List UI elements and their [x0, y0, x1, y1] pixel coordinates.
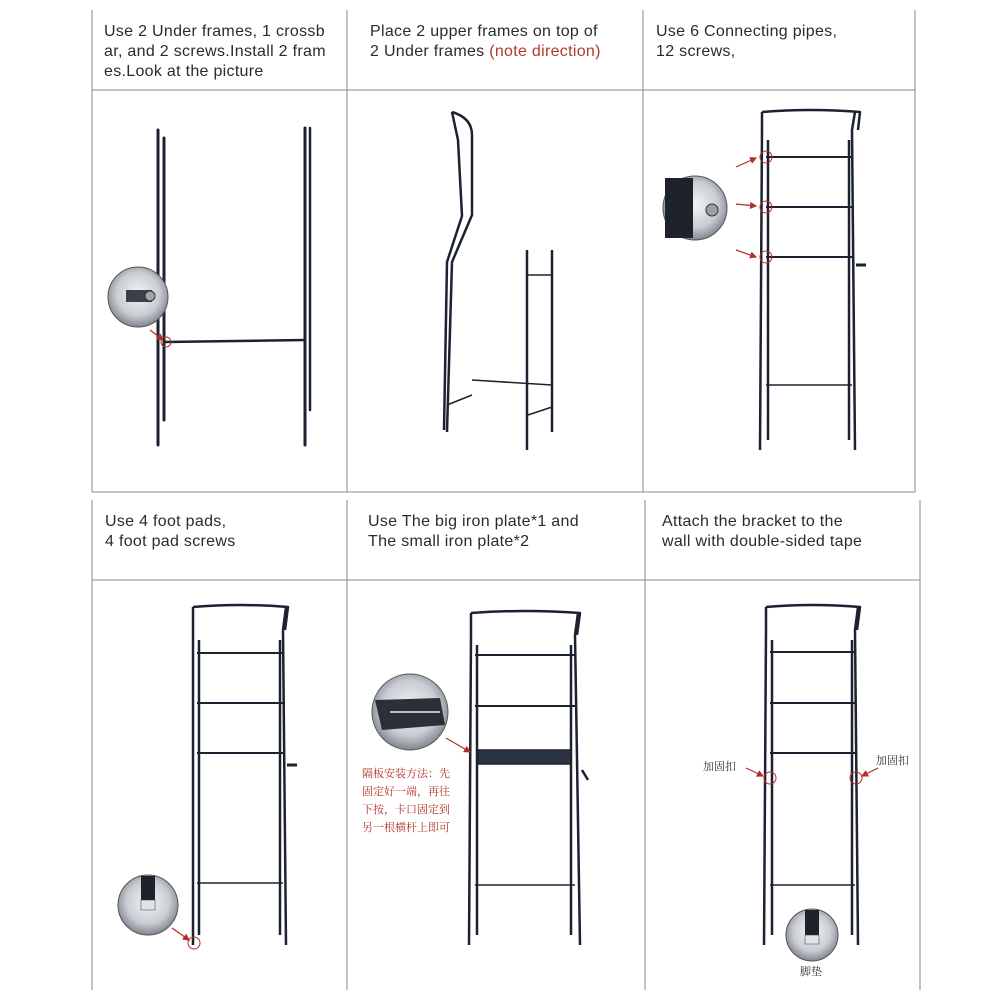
step-1-text: Use 2 Under frames, 1 crossb ar, and 2 screws.Install 2 fram es.Look at the picture	[104, 23, 326, 80]
step-5-illustration	[469, 611, 588, 945]
step-6-illustration	[764, 605, 862, 945]
reinforce-clip-label-left: 加固扣	[703, 760, 736, 773]
step-6-zoom-detail	[786, 909, 838, 961]
step-1-illustration	[158, 128, 310, 445]
step-6-text: Attach the bracket to the wall with double-sided tape	[662, 513, 863, 550]
shelf-install-note: 隔板安装方法：先 固定好一端，再往 下按，卡口固定到 另一根横杆上即可	[362, 767, 450, 834]
step-3-text: Use 6 Connecting pipes, 12 screws,	[656, 23, 838, 60]
step-4-text: Use 4 foot pads, 4 foot pad screws	[105, 513, 236, 550]
reinforce-clip-label-right: 加固扣	[876, 754, 909, 767]
foot-pad-label: 脚垫	[800, 965, 822, 978]
step-4-zoom-detail	[118, 875, 189, 940]
step-5-zoom-detail	[372, 674, 470, 752]
step-3-illustration	[760, 110, 866, 450]
step-2-highlight: (note direction)	[489, 43, 601, 60]
step-2-text: Place 2 upper frames on top of 2 Under frames	[370, 23, 598, 60]
step-2-illustration	[444, 112, 552, 450]
step-5-text: Use The big iron plate*1 and The small iron plate*2	[368, 513, 579, 550]
step-3-zoom-detail	[663, 158, 756, 257]
step-4-illustration	[188, 605, 297, 949]
